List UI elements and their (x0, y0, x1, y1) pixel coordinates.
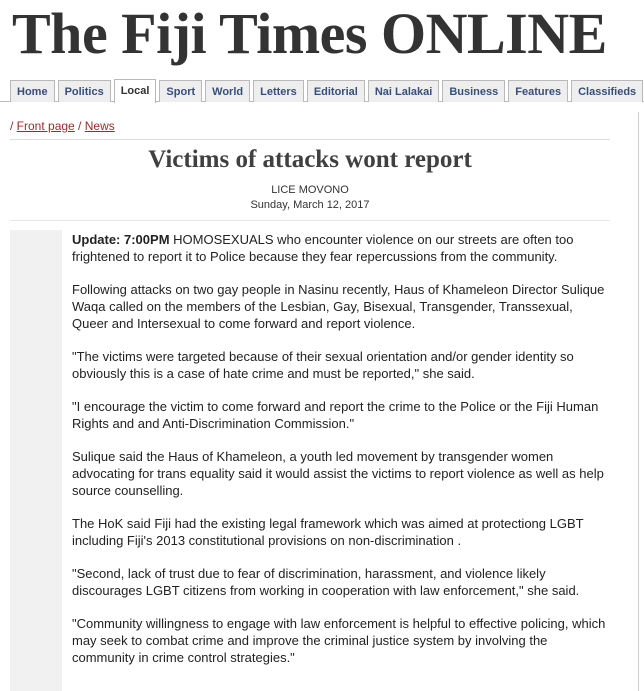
first-paragraph-text: HOMOSEXUALS who encounter violence on our streets are often too frightened to report it to Police because they fear repercussions from the community. (72, 232, 574, 264)
article-headline: Victims of attacks wont report (148, 146, 472, 173)
update-label: Update: 7:00PM (72, 232, 170, 247)
tab-nai-lalakai[interactable]: Nai Lalakai (368, 80, 439, 102)
site-masthead: The Fiji Times ONLINE (12, 1, 607, 66)
breadcrumb-separator: / (74, 119, 85, 133)
header-divider (10, 139, 610, 140)
left-sidebar-panel (10, 230, 62, 691)
article-paragraph-2: Following attacks on two gay people in Nasinu recently, Haus of Khameleon Director Sulique Waqa called on the members of the Lesbian, Gay, Bisexual, Transgender, Transsexual, Queer and Intersexual to come forward and report violence. (72, 282, 605, 331)
article-date: Sunday, March 12, 2017 (250, 199, 370, 211)
article-author: LICE MOVONO (271, 184, 349, 196)
tab-politics[interactable]: Politics (58, 80, 111, 102)
tab-business[interactable]: Business (442, 80, 505, 102)
right-column-border (638, 112, 639, 691)
byline-divider (10, 220, 610, 221)
article-paragraph-5: Sulique said the Haus of Khameleon, a youth led movement by transgender women advocating for trans equality said it would assist the victims to report violence as well as help source counselling. (72, 449, 604, 498)
article-paragraph-7: "Second, lack of trust due to fear of discrimination, harassment, and violence likely discourages LGBT citizens from working in cooperation with law enforcement," she said. (72, 566, 580, 598)
article-paragraph-6: The HoK said Fiji had the existing legal framework which was aimed at protectiong LGBT including Fiji's 2013 constitutional provisions on non-discrimination . (72, 516, 584, 548)
tab-letters[interactable]: Letters (253, 80, 304, 102)
breadcrumb-news-link[interactable]: News (84, 119, 115, 133)
tab-local[interactable]: Local (114, 79, 157, 103)
tab-world[interactable]: World (205, 80, 250, 102)
tab-home[interactable]: Home (10, 80, 55, 102)
article-paragraph-3: "The victims were targeted because of their sexual orientation and/or gender identity so obviously this is a case of hate crime and must be reported," she said. (72, 349, 574, 381)
tab-editorial[interactable]: Editorial (307, 80, 365, 102)
article-paragraph-1 (72, 231, 612, 265)
article-paragraph-8: "Community willingness to engage with law enforcement is helpful to effective policing, which may seek to combat crime and improve the criminal justice system by involving the community in crime control strategies." (72, 616, 606, 665)
breadcrumb (10, 119, 115, 133)
section-nav (10, 80, 644, 102)
tab-classifieds[interactable]: Classifieds (571, 80, 643, 102)
tab-sport[interactable]: Sport (159, 80, 202, 102)
breadcrumb-prefix: / (10, 119, 17, 133)
tab-features[interactable]: Features (508, 80, 568, 102)
article-body (72, 231, 612, 682)
article-paragraph-4: "I encourage the victim to come forward and report the crime to the Police or the Fiji Human Rights and and Anti-Discrimination Commission." (72, 399, 599, 431)
breadcrumb-front-page-link[interactable]: Front page (16, 119, 75, 133)
